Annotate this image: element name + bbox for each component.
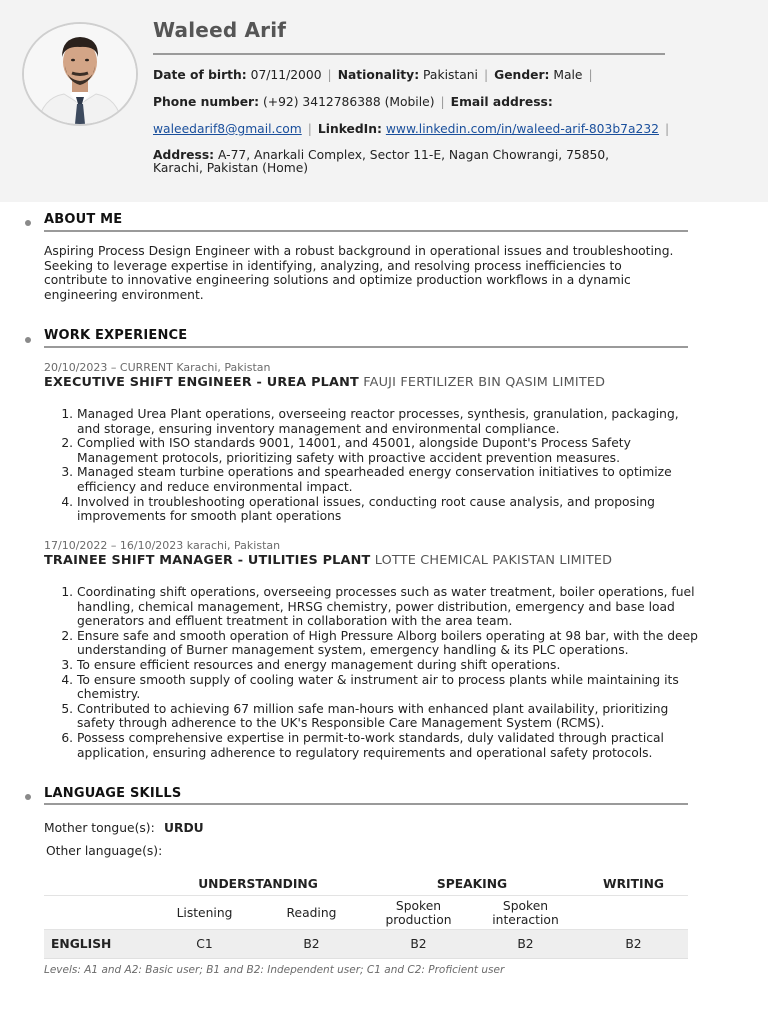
group-header: WRITING xyxy=(579,873,688,896)
address-label: Address: xyxy=(153,148,215,162)
other-languages-label: Other language(s): xyxy=(46,844,163,858)
language-name: ENGLISH xyxy=(44,930,151,959)
address-value: A-77, Anarkali Complex, Sector 11-E, Nagan Chowrangi, 75850, Karachi, Pakistan (Home) xyxy=(153,148,610,175)
job-duties-list xyxy=(62,585,703,760)
job-dates: 17/10/2022 – 16/10/2023 xyxy=(44,539,184,552)
list-item: 6. Possess comprehensive expertise in permit-to-work standards, duly validated through practical application, ensuring adherence to regulatory requirements and operational safety protocols. xyxy=(77,731,703,760)
gender-label: Gender: xyxy=(494,68,550,82)
separator: | xyxy=(664,122,670,136)
name-divider xyxy=(153,53,665,55)
table-row xyxy=(44,930,688,959)
section-bullet-icon xyxy=(25,337,31,343)
language-section-title: LANGUAGE SKILLS xyxy=(44,786,182,801)
levels-legend: Levels: A1 and A2: Basic user; B1 and B2: Independent user; C1 and C2: Proficient user xyxy=(44,964,505,976)
gender-value: Male xyxy=(553,68,583,82)
job-organization: FAUJI FERTILIZER BIN QASIM LIMITED xyxy=(363,375,606,390)
subheader: Spoken production xyxy=(365,896,472,930)
list-item: 1. Coordinating shift operations, overseeing processes such as water treatment, boiler operations, fuel handling, chemical management, HRSG chemistry, power distribution, emergency and base load generators and effluent treatment in collaboration with the area team. xyxy=(77,585,703,629)
work-section-title: WORK EXPERIENCE xyxy=(44,328,188,343)
job-role: TRAINEE SHIFT MANAGER - UTILITIES PLANT xyxy=(44,553,371,568)
subheader: Listening xyxy=(151,896,258,930)
list-item: 3. To ensure efficient resources and energy management during shift operations. xyxy=(77,658,703,673)
group-header: SPEAKING xyxy=(365,873,579,896)
job-heading xyxy=(44,375,605,390)
list-item: 2. Ensure safe and smooth operation of High Pressure Alborg boilers operating at 98 bar, with the deep understanding of Burner management system, emergency handling & its PLC operations. xyxy=(77,629,703,658)
subheader: Spoken interaction xyxy=(472,896,579,930)
level-cell: B2 xyxy=(579,930,688,959)
section-bullet-icon xyxy=(25,220,31,226)
linkedin-label: LinkedIn: xyxy=(317,122,382,136)
mother-tongue-value: URDU xyxy=(164,821,204,835)
subheader: Reading xyxy=(258,896,365,930)
table-cell xyxy=(579,896,688,930)
list-item: 3. Managed steam turbine operations and spearheaded energy conservation initiatives to optimize efficiency and reduce environmental impact. xyxy=(77,465,703,494)
linkedin-link[interactable]: www.linkedin.com/in/waleed-arif-803b7a232 xyxy=(385,122,659,136)
list-item: 5. Contributed to achieving 67 million safe man-hours with enhanced plant availability, prioritizing safety through adherence to the UK's Responsible Care Management System (RCMS). xyxy=(77,702,703,731)
table-cell xyxy=(44,896,151,930)
list-item: 1. Managed Urea Plant operations, overseeing reactor processes, synthesis, granulation, packaging, and storage, ensuring inventory management and environmental compliance. xyxy=(77,407,703,436)
level-cell: C1 xyxy=(151,930,258,959)
nationality-value: Pakistani xyxy=(423,68,478,82)
phone-label: Phone number: xyxy=(153,95,260,109)
level-cell: B2 xyxy=(472,930,579,959)
job-location: Karachi, Pakistan xyxy=(176,361,271,374)
language-table xyxy=(44,873,688,959)
section-divider xyxy=(44,803,688,805)
job-dates: 20/10/2023 – CURRENT xyxy=(44,361,173,374)
list-item: 2. Complied with ISO standards 9001, 14001, and 45001, alongside Dupont's Process Safety Management protocols, prioritizing safety with proactive accident prevention measures. xyxy=(77,436,703,465)
contact-line xyxy=(153,95,553,109)
email-link[interactable]: waleedarif8@gmail.com xyxy=(153,122,302,136)
level-cell: B2 xyxy=(365,930,472,959)
profile-photo xyxy=(22,22,138,126)
list-item: 4. To ensure smooth supply of cooling water & instrument air to process plants while maintaining its chemistry. xyxy=(77,673,703,702)
about-section-title: ABOUT ME xyxy=(44,212,123,227)
nationality-label: Nationality: xyxy=(337,68,420,82)
phone-value: (+92) 3412786388 (Mobile) xyxy=(262,95,435,109)
level-cell: B2 xyxy=(258,930,365,959)
job-organization: LOTTE CHEMICAL PAKISTAN LIMITED xyxy=(374,553,613,568)
section-bullet-icon xyxy=(25,794,31,800)
table-row xyxy=(44,896,688,930)
dob-value: 07/11/2000 xyxy=(250,68,322,82)
personal-details-line xyxy=(153,68,599,82)
job-meta xyxy=(44,361,270,374)
dob-label: Date of birth: xyxy=(153,68,247,82)
list-item: 4. Involved in troubleshooting operational issues, conducting root cause analysis, and proposing improvements for smooth plant operations xyxy=(77,495,703,524)
separator: | xyxy=(327,68,332,82)
personal-info-header xyxy=(0,0,768,202)
job-role: EXECUTIVE SHIFT ENGINEER - UREA PLANT xyxy=(44,375,359,390)
separator: | xyxy=(307,122,312,136)
job-meta xyxy=(44,539,280,552)
section-divider xyxy=(44,230,688,232)
profile-photo-illustration xyxy=(24,24,136,124)
about-text: Aspiring Process Design Engineer with a robust background in operational issues and troubleshooting. Seeking to leverage expertise in identifying, analyzing, and resolving process inefficiencies to contribute to innovative engineering solutions and optimize production workflows in a dynamic engineering environment. xyxy=(44,244,674,302)
section-divider xyxy=(44,346,688,348)
separator: | xyxy=(483,68,489,82)
email-label: Email address: xyxy=(450,95,553,109)
job-heading xyxy=(44,553,612,568)
job-duties-list xyxy=(62,407,703,524)
table-row xyxy=(44,873,688,896)
links-line xyxy=(153,122,675,136)
address-block xyxy=(153,149,623,175)
candidate-name: Waleed Arif xyxy=(153,18,287,42)
mother-tongue-label: Mother tongue(s): xyxy=(44,821,155,835)
table-cell xyxy=(44,873,151,896)
group-header: UNDERSTANDING xyxy=(151,873,365,896)
job-location: karachi, Pakistan xyxy=(186,539,281,552)
separator: | xyxy=(588,68,593,82)
separator: | xyxy=(440,95,445,109)
